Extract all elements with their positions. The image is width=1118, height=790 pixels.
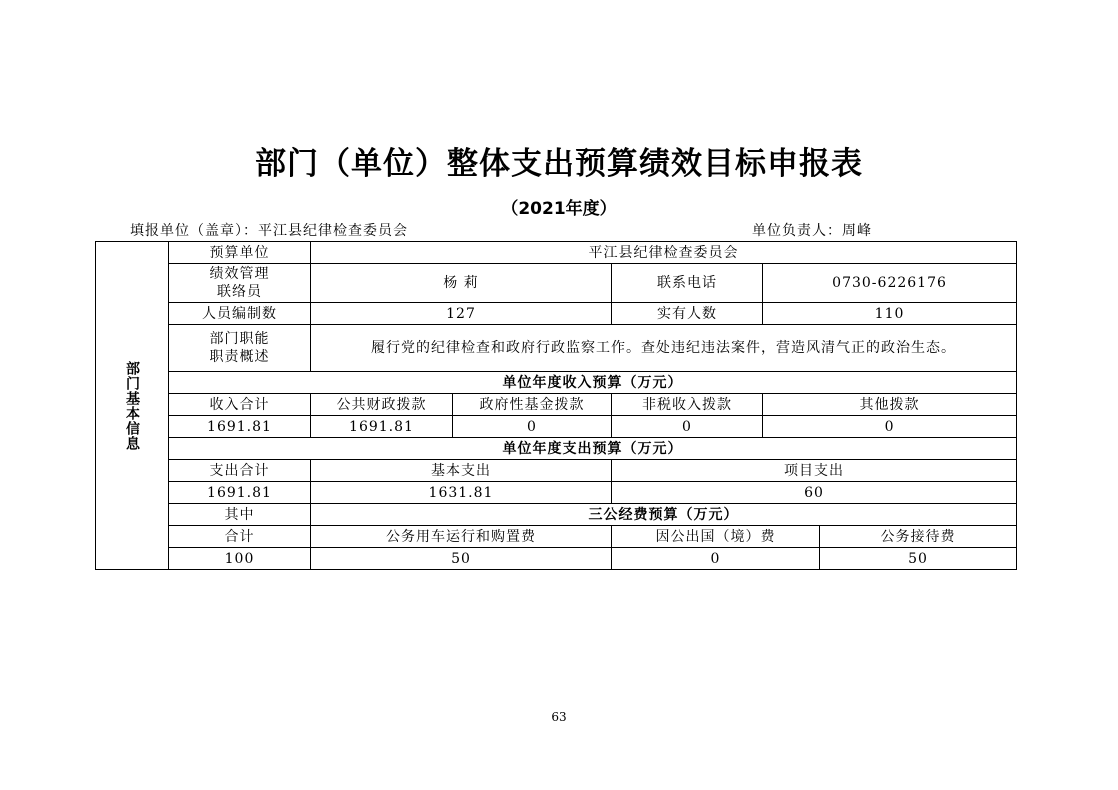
duty-value: 履行党的纪律检查和政府行政监察工作。查处违纪违法案件，营造风清气正的政治生态。 — [311, 325, 1017, 372]
income-header: 公共财政拨款 — [311, 394, 453, 416]
three-header: 合计 — [169, 526, 311, 548]
page-number: 63 — [551, 710, 567, 724]
income-header: 收入合计 — [169, 394, 311, 416]
staff-label: 人员编制数 — [169, 303, 311, 325]
expense-section-title: 单位年度支出预算（万元） — [169, 438, 1017, 460]
expense-value: 60 — [612, 482, 1017, 504]
expense-header: 项目支出 — [612, 460, 1017, 482]
three-value: 50 — [820, 548, 1017, 570]
unit-head: 单位负责人：周峰 — [752, 223, 872, 239]
expense-value: 1631.81 — [311, 482, 612, 504]
filling-unit: 填报单位（盖章）：平江县纪律检查委员会 — [130, 223, 408, 239]
expense-header: 支出合计 — [169, 460, 311, 482]
document-title: 部门（单位）整体支出预算绩效目标申报表 — [255, 146, 863, 182]
three-section-title: 三公经费预算（万元） — [311, 504, 1017, 526]
income-value: 1691.81 — [169, 416, 311, 438]
phone-label: 联系电话 — [612, 264, 763, 303]
three-header: 公务接待费 — [820, 526, 1017, 548]
expense-header: 基本支出 — [311, 460, 612, 482]
actual-value: 110 — [763, 303, 1017, 325]
phone-value: 0730-6226176 — [763, 264, 1017, 303]
three-value: 0 — [612, 548, 820, 570]
three-value: 50 — [311, 548, 612, 570]
duty-label: 部门职能 职责概述 — [169, 325, 311, 372]
income-section-title: 单位年度收入预算（万元） — [169, 372, 1017, 394]
three-header: 公务用车运行和购置费 — [311, 526, 612, 548]
income-header: 其他拨款 — [763, 394, 1017, 416]
document-year: （2021年度） — [501, 199, 617, 219]
actual-label: 实有人数 — [612, 303, 763, 325]
unit-value: 平江县纪律检查委员会 — [311, 242, 1017, 264]
contact-label: 绩效管理 联络员 — [169, 264, 311, 303]
expense-value: 1691.81 — [169, 482, 311, 504]
income-value: 0 — [612, 416, 763, 438]
three-header: 因公出国（境）费 — [612, 526, 820, 548]
income-value: 0 — [453, 416, 612, 438]
of-which-label: 其中 — [169, 504, 311, 526]
contact-value: 杨 莉 — [311, 264, 612, 303]
income-header: 政府性基金拨款 — [453, 394, 612, 416]
unit-label: 预算单位 — [169, 242, 311, 264]
income-value: 1691.81 — [311, 416, 453, 438]
budget-table — [95, 241, 1017, 570]
income-value: 0 — [763, 416, 1017, 438]
section-side-label: 部门基本信息 — [96, 242, 169, 570]
three-value: 100 — [169, 548, 311, 570]
staff-value: 127 — [311, 303, 612, 325]
income-header: 非税收入拨款 — [612, 394, 763, 416]
